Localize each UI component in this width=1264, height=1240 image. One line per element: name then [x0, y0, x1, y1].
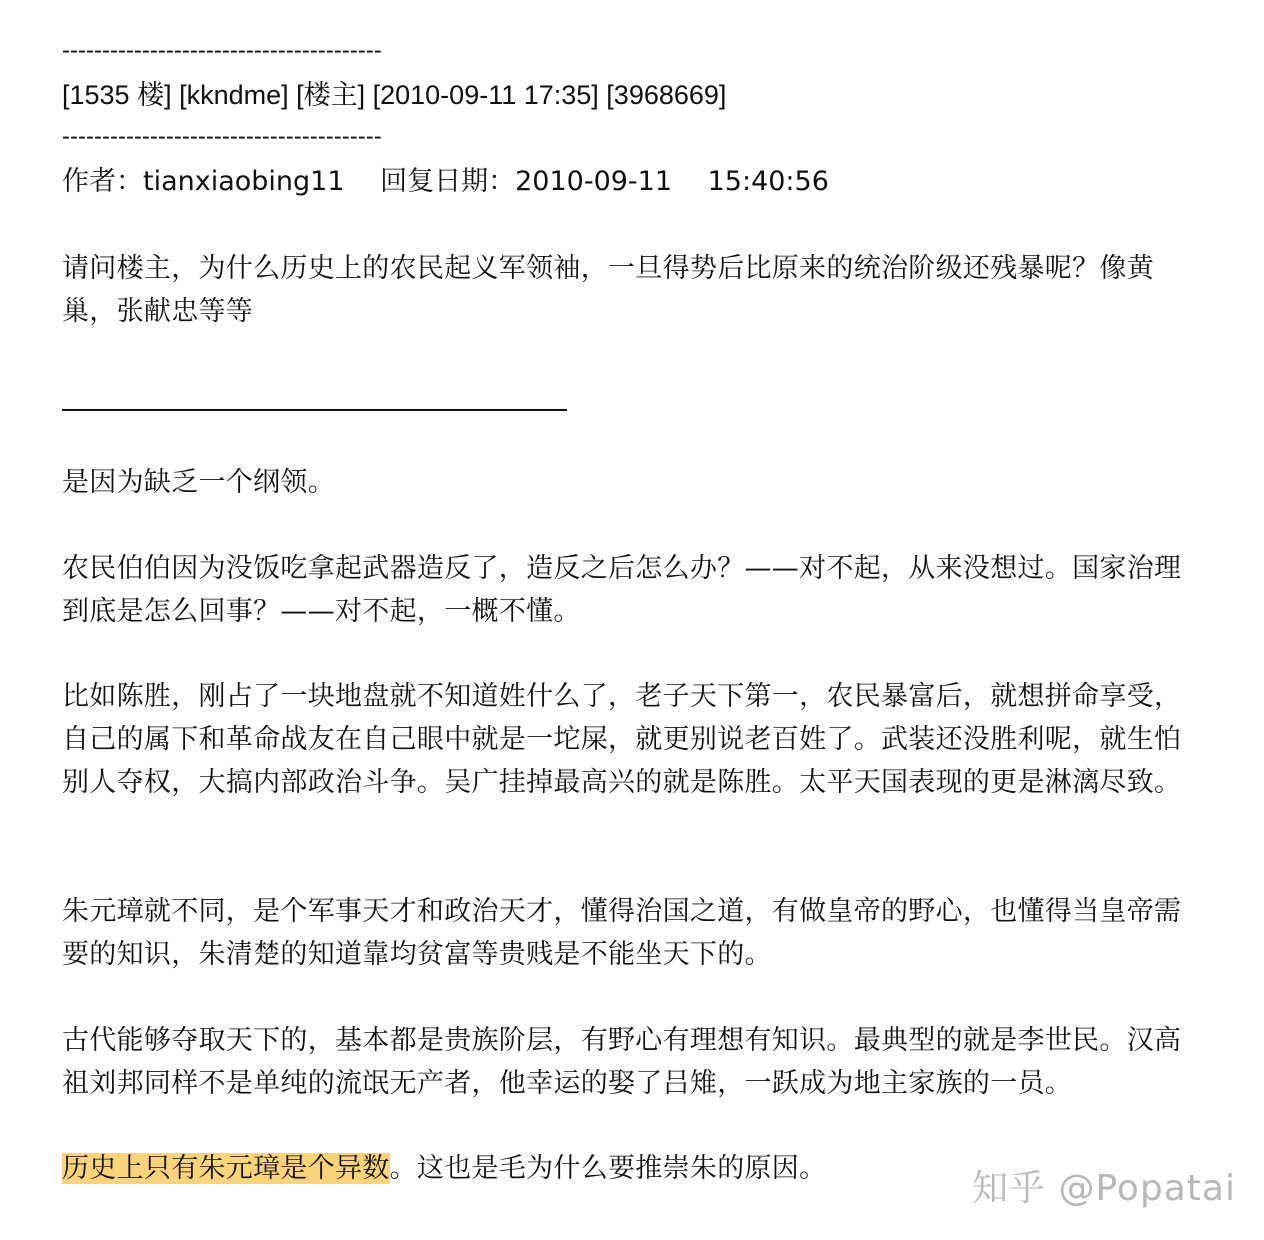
dash-separator-bottom: ---------------------------------------- — [62, 123, 382, 150]
answer-paragraph-2: 农民伯伯因为没饭吃拿起武器造反了，造反之后怎么办？——对不起，从来没想过。国家治理到底是怎么回事？——对不起，一概不懂。 — [62, 553, 1182, 627]
answer-paragraph-1: 是因为缺乏一个纲领。 — [62, 467, 335, 498]
post-info-line: [1535 楼] [kkndme] [楼主] [2010-09-11 17:35] [3968669] — [62, 80, 727, 110]
paragraph-6-rest: 。这也是毛为什么要推崇朱的原因。 — [389, 1153, 827, 1184]
answer-paragraph-3: 比如陈胜，刚占了一块地盘就不知道姓什么了，老子天下第一，农民暴富后，就想拼命享受，自己的属下和革命战友在自己眼中就是一坨屎，就更别说老百姓了。武装还没胜利呢，就生怕别人夺权，大搞内部政治斗争。吴广挂掉最高兴的就是陈胜。太平天国表现的更是淋漓尽致。 — [62, 681, 1182, 798]
answer-paragraph-4: 朱元璋就不同，是个军事天才和政治天才，懂得治国之道，有做皇帝的野心，也懂得当皇帝需要的知识，朱清楚的知道靠均贫富等贵贱是不能坐天下的。 — [62, 896, 1182, 970]
section-divider — [62, 409, 567, 411]
answer-paragraph-5: 古代能够夺取天下的，基本都是贵族阶层，有野心有理想有知识。最典型的就是李世民。汉高祖刘邦同样不是单纯的流氓无产者，他幸运的娶了吕雉，一跃成为地主家族的一员。 — [62, 1025, 1182, 1099]
author-line: 作者：tianxiaobing11 回复日期：2010-09-11 15:40:56 — [62, 166, 829, 197]
question-text: 请问楼主，为什么历史上的农民起义军领袖，一旦得势后比原来的统治阶级还残暴呢？像黄巢，张献忠等等 — [62, 253, 1154, 327]
zhihu-watermark: 知乎 @Popatai — [972, 1168, 1236, 1209]
dash-separator-top: ---------------------------------------- — [62, 37, 382, 64]
highlighted-text: 历史上只有朱元璋是个异数 — [62, 1153, 390, 1184]
